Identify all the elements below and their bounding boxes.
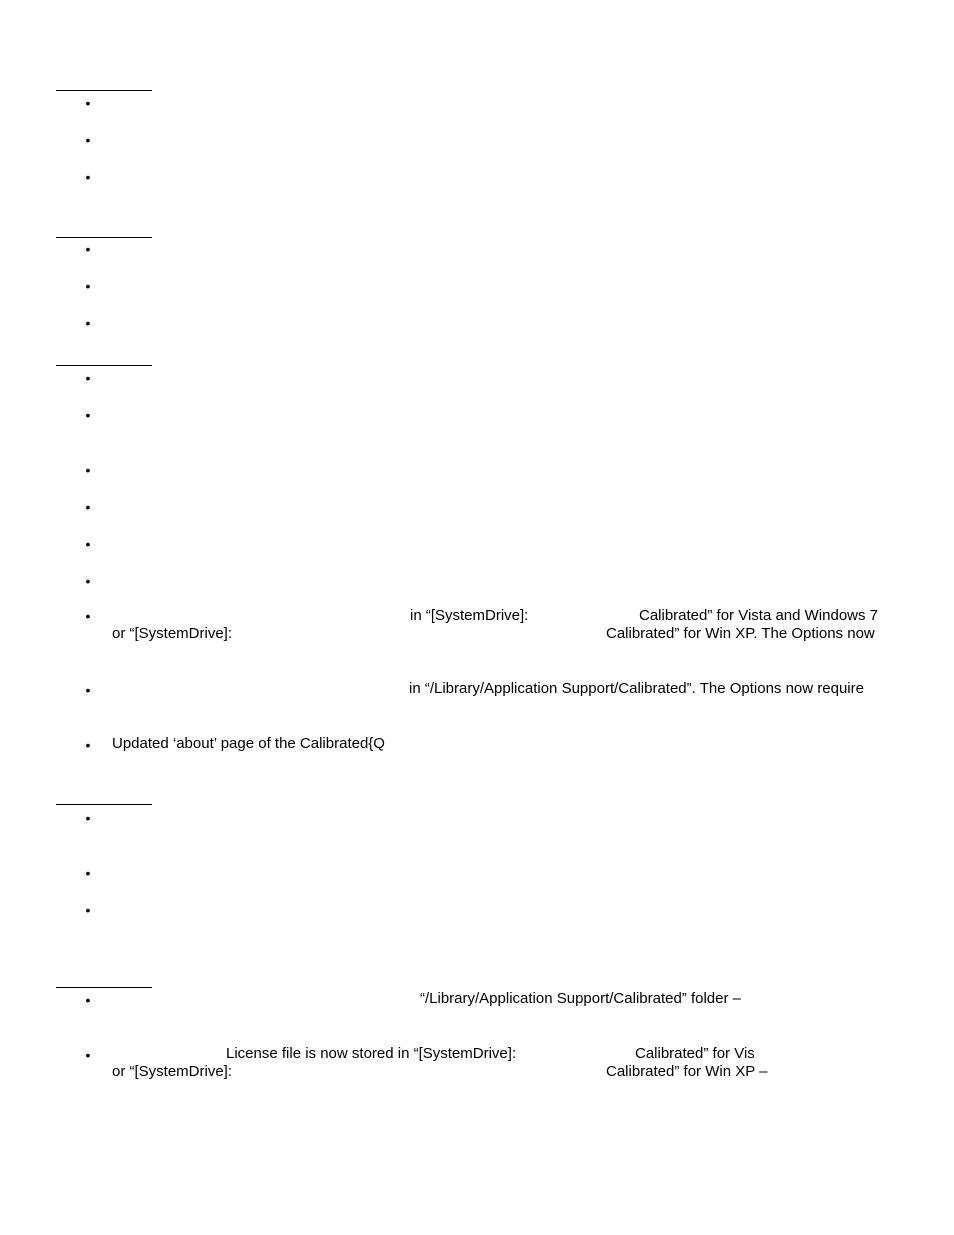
bullet: • bbox=[85, 462, 91, 478]
bullet: • bbox=[85, 902, 91, 918]
bullet: • bbox=[85, 865, 91, 881]
bullet: • bbox=[85, 608, 91, 624]
bullet: • bbox=[85, 499, 91, 515]
bullet: • bbox=[85, 737, 91, 753]
list-item-text: Updated ‘about’ page of the Calibrated{Q bbox=[112, 735, 385, 752]
section-rule-5 bbox=[56, 987, 152, 988]
list-item-text: “/Library/Application Support/Calibrated” folder – bbox=[420, 990, 741, 1007]
section-rule-4 bbox=[56, 804, 152, 805]
bullet: • bbox=[85, 407, 91, 423]
list-item-text: Calibrated” for Vis bbox=[635, 1045, 755, 1062]
bullet: • bbox=[85, 370, 91, 386]
bullet: • bbox=[85, 992, 91, 1008]
bullet: • bbox=[85, 682, 91, 698]
list-item-text: Calibrated” for Win XP – bbox=[606, 1063, 768, 1080]
bullet: • bbox=[85, 810, 91, 826]
bullet: • bbox=[85, 1047, 91, 1063]
bullet: • bbox=[85, 241, 91, 257]
bullet: • bbox=[85, 536, 91, 552]
list-item-text: Calibrated” for Vista and Windows 7 bbox=[639, 607, 879, 624]
list-item-text: or “[SystemDrive]: bbox=[112, 1063, 233, 1080]
list-item-text: Calibrated” for Win XP. The Options now bbox=[606, 625, 875, 642]
section-rule-1 bbox=[56, 90, 152, 91]
bullet: • bbox=[85, 573, 91, 589]
bullet: • bbox=[85, 278, 91, 294]
bullet: • bbox=[85, 95, 91, 111]
list-item-text: or “[SystemDrive]: bbox=[112, 625, 233, 642]
bullet: • bbox=[85, 315, 91, 331]
bullet: • bbox=[85, 132, 91, 148]
bullet: • bbox=[85, 169, 91, 185]
list-item-text: License file is now stored in “[SystemDrive]: bbox=[226, 1045, 517, 1062]
section-rule-2 bbox=[56, 237, 152, 238]
section-rule-3 bbox=[56, 365, 152, 366]
list-item-text: in “/Library/Application Support/Calibrated”. The Options now require bbox=[409, 680, 864, 697]
list-item-text: in “[SystemDrive]: bbox=[410, 607, 529, 624]
